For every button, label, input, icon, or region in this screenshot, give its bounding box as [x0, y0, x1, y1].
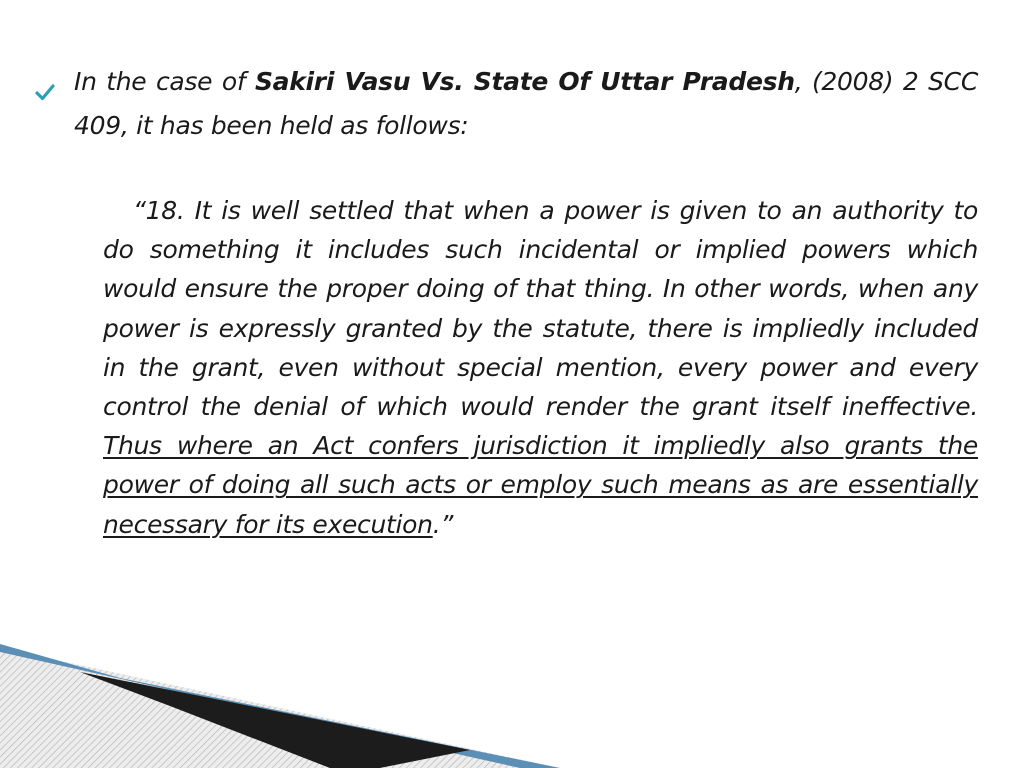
case-name: Sakiri Vasu Vs. State Of Uttar Pradesh	[254, 67, 795, 96]
dark-corner-band	[80, 672, 470, 768]
quote-closing: .”	[432, 509, 454, 539]
hatched-corner-band	[0, 648, 560, 768]
slide-body	[74, 60, 978, 544]
quote-underlined-text: Thus where an Act confers jurisdiction it impliedly also grants the power of doing all such acts or employ such means as are essentially necessary for its execution	[103, 431, 978, 539]
quote-plain-text: “18. It is well settled that when a power is given to an authority to do something it includes such incidental or implied powers which would ensure the proper doing of that thing. In other words, when any power is expressly granted by the statute, there is impliedly included in the grant, even without special mention, every power and every control the denial of which would render the grant itself ineffective.	[103, 196, 978, 422]
quoted-paragraph	[103, 191, 978, 544]
intro-citation: , (2008) 2 SCC 409, it has been held as follows:	[74, 67, 978, 140]
intro-prefix: In the case of	[74, 67, 255, 96]
blue-accent-band	[0, 644, 560, 768]
intro-paragraph	[74, 60, 978, 148]
checkmark-bullet-icon	[34, 82, 56, 104]
